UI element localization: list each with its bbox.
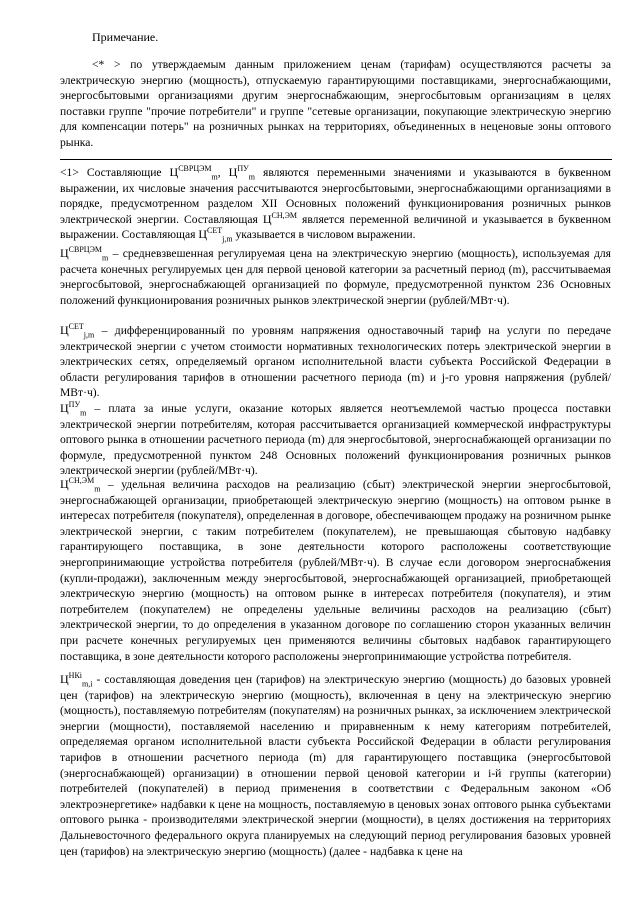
note-star-paragraph: <* > по утверждаемым данным приложением ценам (тарифам) осуществляются расчеты за электрическую энергию (мощность), отпускаемую гарантирующими поставщиками, энергоснабжающими, энергосбытовыми организациями другим энергоснабжающим, энергосбытовым организациям в целях поставки группе "прочие потребители" и группе "сетевые организации, покупающие электрическую энергию для компенсации потерь" на розничных рынках на территориях, объединенных в неценовые зоны оптового рынка. — [60, 58, 611, 149]
price-symbol: Ц — [198, 227, 208, 242]
definition-text: – дифференцированный по уровням напряжения одноставочный тариф на услуги по передаче электрической энергии с учетом стоимости нормативных технологических потерь электрической энергии в электрических сетях, определяемый органом исполнительной власти субъекта Российской Федерации в области регулирования тарифов в отношении расчетного периода (m) и j-го уровня напряжения (рублей/МВт·ч). — [60, 324, 611, 400]
definition-text: – средневзвешенная регулируемая цена на электрическую энергию (мощность), используемая для расчета конечных регулируемых цен для первой ценовой категории за расчетный период (m), рассчитываемая энергосбытовой, энергоснабжающей организацией по формуле, предусмотренной пунктом 236 Основных положений функционирования розничных рынков электрической энергии (рублей/МВт·ч). — [60, 247, 611, 307]
footnote-1-text-a: <1> Составляющие — [60, 166, 170, 179]
symbol-superscript: ПУ — [68, 400, 81, 410]
price-symbol: Ц — [228, 165, 238, 179]
symbol-superscript: СН,ЭМ — [68, 476, 95, 486]
symbol-superscript: НКi — [68, 671, 83, 681]
footnote-1-text-c: являются переменными значениями и указываются в буквенном выражении, их числовые значения рассчитываются энергосбытовыми, энергоснабжающими организациями в порядке, предусмотренном разделом XII Основных положений функционирования розничных рынков электрической энергии. Составляющая — [60, 166, 611, 226]
price-symbol: Ц — [169, 165, 179, 179]
symbol-subscript: m — [248, 172, 255, 182]
symbol-subscript: j,m — [83, 330, 95, 340]
symbol-superscript: СВРЦЭМ — [178, 164, 212, 174]
footnote-1-text-d: является переменной величиной и указывается в буквенном выражении. Составляющая — [60, 212, 611, 242]
footnote-1-text-b: , — [217, 166, 229, 179]
symbol-superscript: ПУ — [237, 164, 249, 174]
definition-text: - составляющая доведения цен (тарифов) на электрическую энергию (мощность) до базовых уровней цен (тарифов) на электрическую энергию (мощность), включенная в цену на электрическую энергию (мощность), поставляемую потребителям (покупателям) на розничных рынках, за исключением электрической энергии (мощности), поставляемой населению и приравненным к нему категориям потребителей, определяемая органом исполнительной власти субъекта Российской Федерации в области регулирования тарифов в отношении расчетного периода (m) для гарантирующего поставщика (энергосбытовой (энергоснабжающей) организации) в отношении первой ценовой категории и i-й группы (категории) потребителей (покупателей) в период применения в соответствии с Федеральным законом «Об электроэнергетике» надбавки к цене на мощность, поставляемую в ценовых зонах оптового рынка субъектами оптового рынка - производителями электрической энергии (мощности), в целях достижения на территориях Дальневосточного федерального округа планируемых на следующий период регулирования базовых уровней цен (тарифов) на электрическую энергию (мощность) (далее - надбавка к цене на — [60, 673, 611, 858]
price-symbol: Ц — [262, 211, 272, 226]
price-symbol: Ц — [60, 477, 69, 491]
price-symbol: Ц — [60, 323, 69, 337]
symbol-superscript: СЕТ — [207, 226, 223, 236]
symbol-subscript: m,i — [82, 679, 93, 689]
symbol-superscript: СЕТ — [68, 322, 84, 332]
definition-sn-em — [60, 477, 611, 664]
symbol-subscript: m — [101, 253, 109, 263]
definition-nk — [60, 672, 611, 859]
definition-text: – удельная величина расходов на реализацию (сбыт) электрической энергии энергосбытовой, энергоснабжающей организации, приобретающей электрическую энергию (мощность) на оптовом рынке в интересах потребителя (покупателя), определенная в договоре, обеспечивающем продажу на розничном рынке электрической энергии, с таким потребителем (покупателем), не превышающая сбытовую надбавку гарантирующего поставщика, в зоне деятельности которого расположены соответствующие энергопринимающие устройства потребителя (рублей/МВт·ч). В случае если договором энергоснабжения (купли-продажи), заключенным между энергосбытовой, энергоснабжающей организацией, приобретающей электрическую энергию (мощность) на оптовом рынке в интересах потребителя (покупателя), и этим потребителем (покупателем) не определены удельные величины расходов на реализацию (сбыт) электрической энергии, то до определения в указанном договоре по соглашению сторон указанных величин при расчете конечных регулируемых цен применяются величины сбытовых надбавок гарантирующего поставщика, в зоне деятельности которого расположены энергопринимающие устройства потребителя. — [60, 478, 611, 663]
footnote-1 — [60, 165, 611, 243]
footnote-divider — [60, 159, 612, 160]
note-title: Примечание. — [92, 30, 159, 44]
price-symbol: Ц — [60, 246, 69, 260]
definition-set — [60, 323, 611, 401]
definition-text: – плата за иные услуги, оказание которых является неотъемлемой частью процесса поставки электрической энергии потребителям, которая рассчитывается организацией коммерческой инфраструктуры оптового рынка в отношении расчетного периода (m) для энергосбытовой, энергоснабжающей организации по формуле, предусмотренной пунктом 248 Основных положений функционирования розничных рынков электрической энергии (рублей/МВт·ч). — [60, 402, 611, 478]
price-symbol: Ц — [60, 401, 69, 415]
symbol-superscript: СН,ЭМ — [271, 210, 298, 220]
footnote-1-text-e: указывается в числовом выражении. — [232, 228, 416, 242]
symbol-subscript: j,m — [222, 234, 233, 244]
symbol-subscript: m — [211, 172, 218, 182]
definition-svrcem — [60, 246, 611, 308]
symbol-subscript: m — [80, 408, 87, 418]
symbol-superscript: СВРЦЭМ — [68, 245, 102, 255]
definition-pu — [60, 401, 611, 479]
symbol-subscript: m — [94, 484, 101, 494]
price-symbol: Ц — [60, 672, 69, 686]
